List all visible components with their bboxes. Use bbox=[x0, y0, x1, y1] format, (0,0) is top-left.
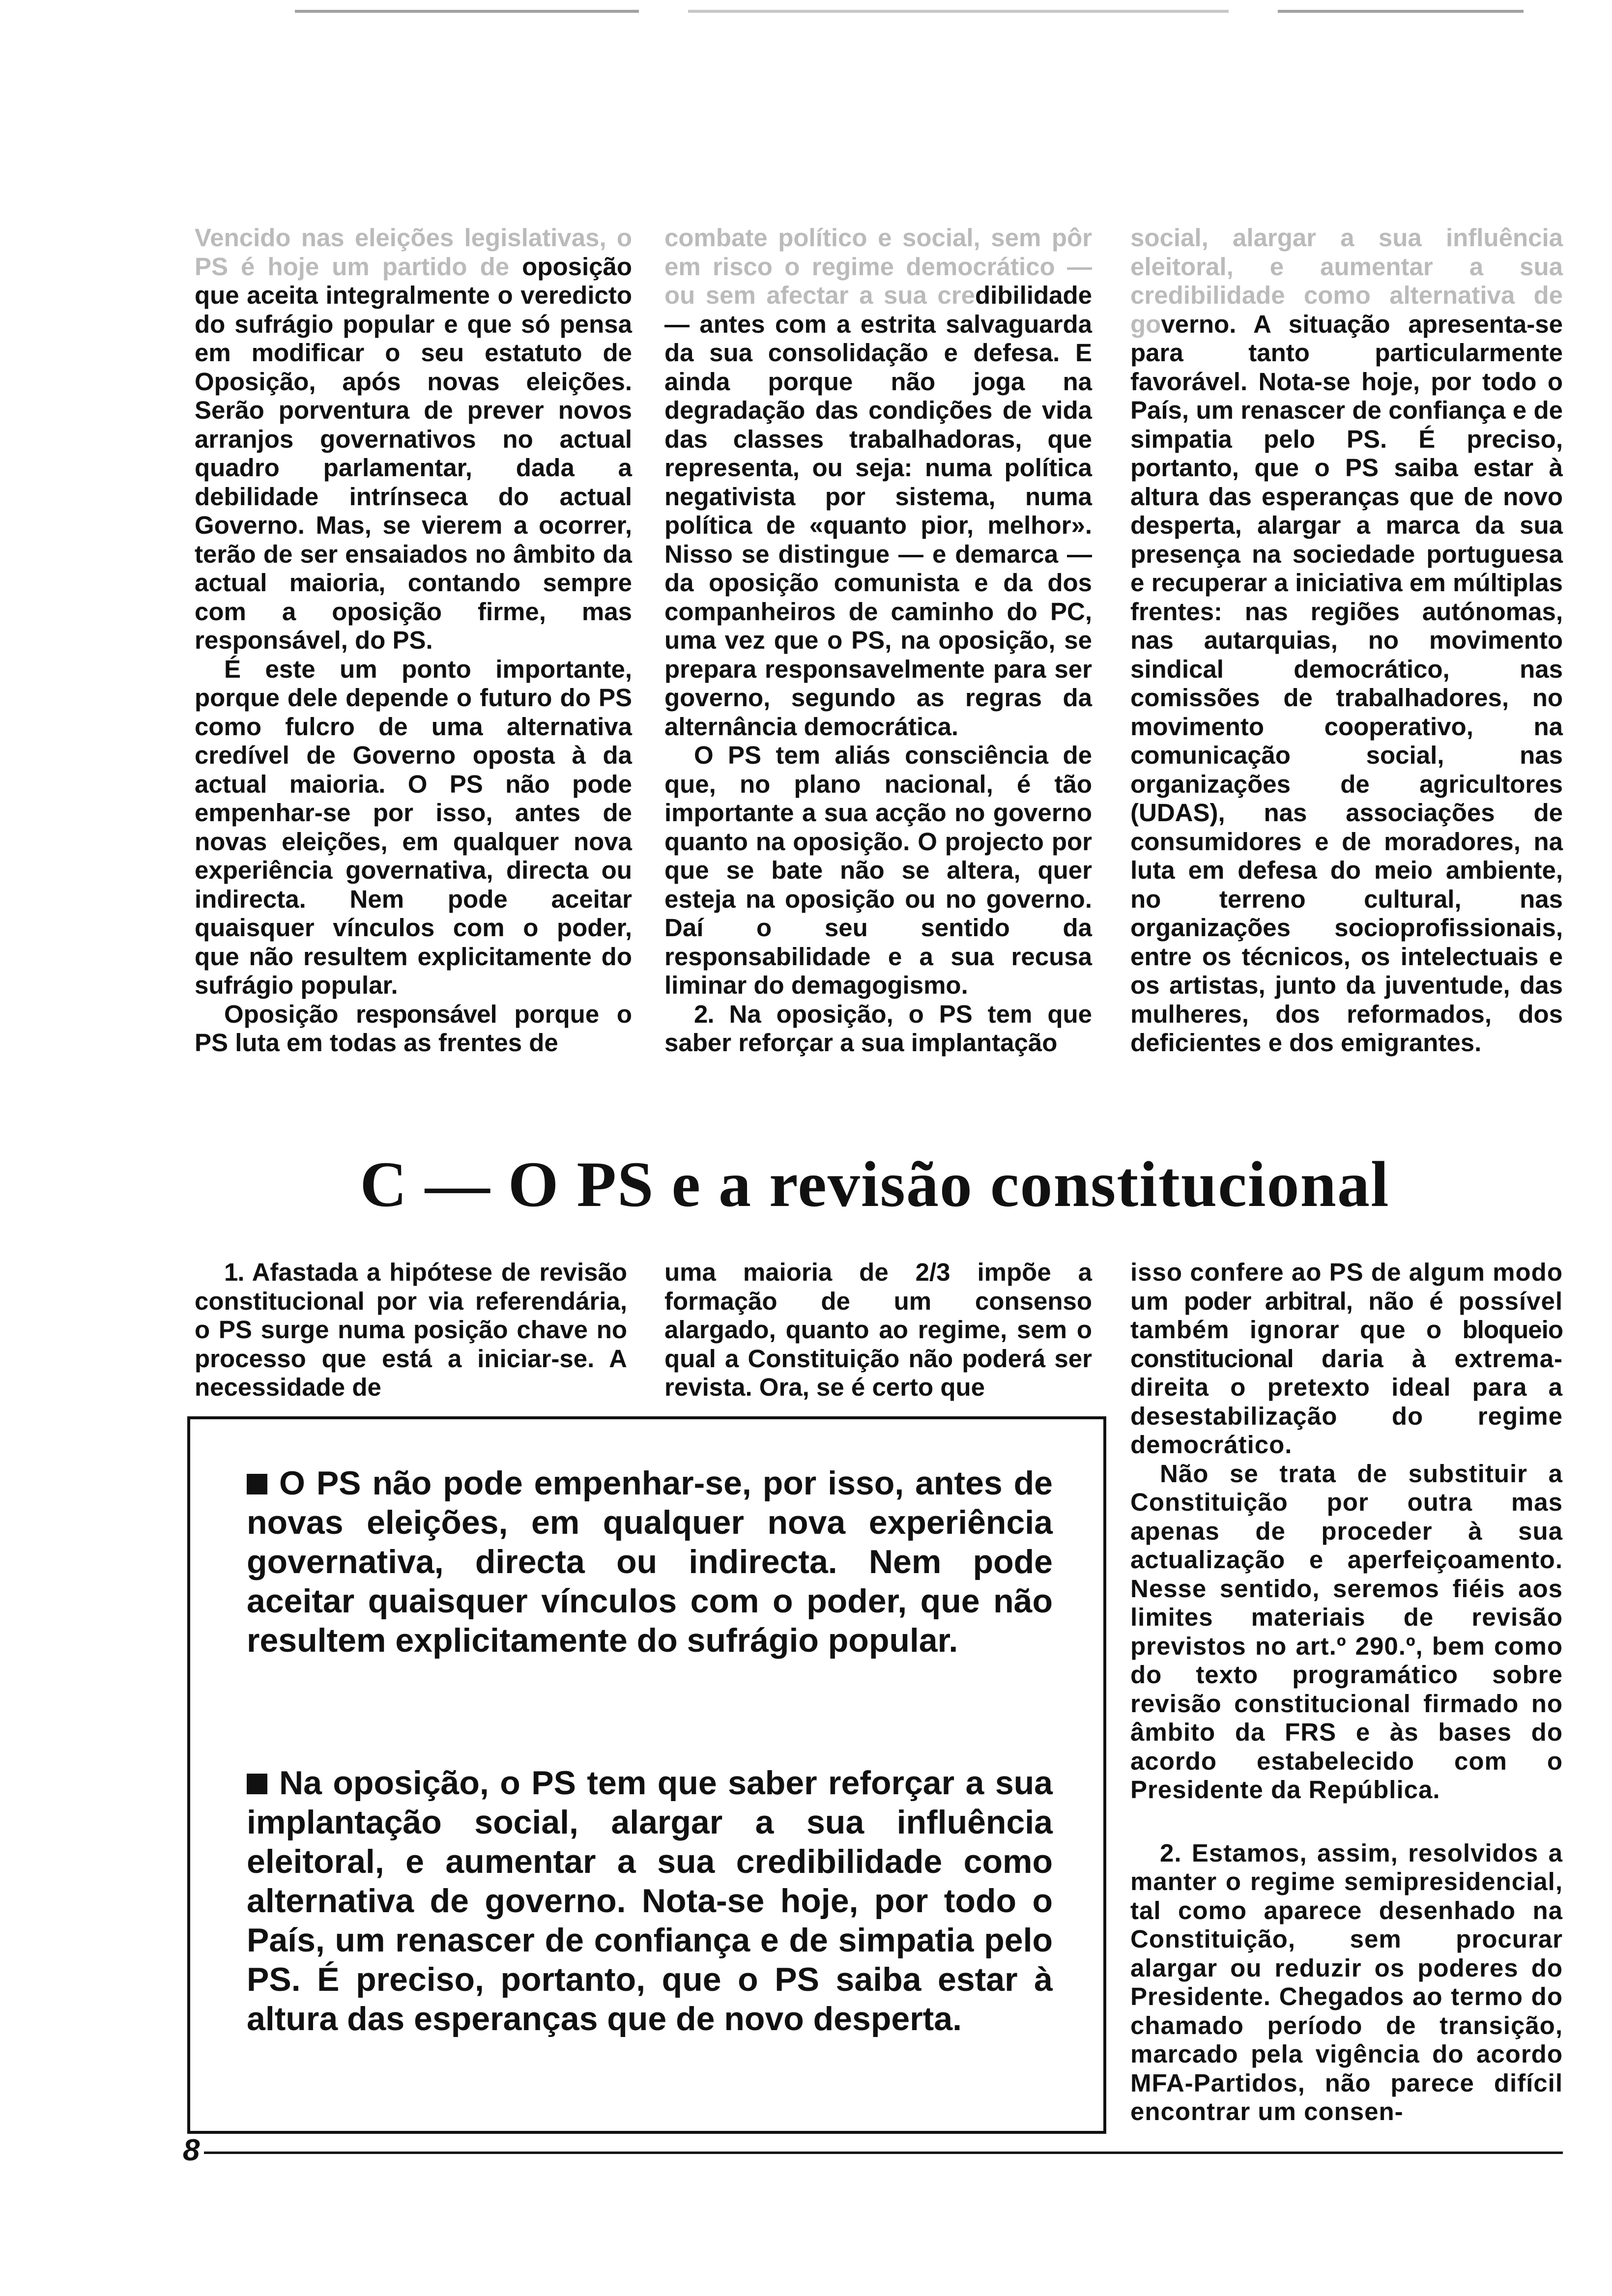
page-number: 8 bbox=[183, 2133, 200, 2167]
section-number: 1. bbox=[224, 1258, 244, 1286]
emphasis-text: bloqueio constitucional bbox=[1130, 1316, 1563, 1373]
top-column-3 bbox=[1130, 224, 1563, 1058]
faded-text: combate político e social, sem pôr em risco o regime democrático — ou sem afectar a sua cre bbox=[664, 224, 1092, 309]
highlight-text: O PS não pode empenhar-se, por isso, antes de novas eleições, em qualquer nova experiência governativa, directa ou indirecta. Nem pode aceitar quaisquer vínculos com o poder, que não resultem explicitamente do sufrágio popular. bbox=[247, 1464, 1053, 1659]
bottom-column-1 bbox=[195, 1258, 627, 1402]
emphasis-text: poder arbitral bbox=[1183, 1287, 1346, 1315]
highlight-box bbox=[187, 1416, 1106, 2134]
paragraph-text: Afastada a hipótese de revisão constitucional por via referendária, o PS surge numa posição chave no processo que está a iniciar-se. A necessidade de bbox=[195, 1258, 627, 1401]
paragraph-text: Na oposição, o PS tem que saber reforçar a sua implantação bbox=[664, 1000, 1092, 1057]
paragraph: 2. Estamos, assim, resolvidos a manter o regime semipresidencial, tal como aparece desenhado na Constituição, sem procurar alargar ou reduzir os poderes do Presidente. Chegados ao termo do chamado período de transição, marcado pela vigência do acordo MFA-Partidos, não parece difícil encontrar um consen- bbox=[1130, 1838, 1563, 2125]
paragraph: Não se trata de substituir a Constituição por outra mas apenas de proceder à sua actualização e aperfeiçoamento. Nesse sentido, seremos fiéis aos limites materiais de revisão previstos no art.º 290.º, bem como do texto programático sobre revisão constitucional firmado no âmbito da FRS e às bases do acordo estabelecido com o Presidente da República. bbox=[1130, 1459, 1563, 1804]
scan-artifact bbox=[1278, 10, 1524, 13]
paragraph: uma maioria de 2/3 impõe a formação de um consenso alargado, quanto ao regime, sem o qual a Constituição não poderá ser revista. Ora, se é certo que bbox=[664, 1258, 1092, 1401]
scan-artifact bbox=[295, 10, 639, 13]
scan-artifact bbox=[688, 10, 1229, 13]
top-column-1 bbox=[195, 224, 632, 1058]
paragraph-text: isso confere ao PS de algum modo um bbox=[1130, 1258, 1563, 1315]
square-bullet-icon bbox=[247, 1774, 267, 1794]
bottom-column-2 bbox=[664, 1258, 1092, 1402]
paragraph-text: porque o PS luta em todas as frentes de bbox=[195, 1000, 632, 1057]
paragraph-lead: Oposição bbox=[224, 1000, 356, 1028]
highlight-item bbox=[247, 1763, 1053, 2038]
faded-text: Vencido nas eleições legislativas, o PS é hoje um partido de bbox=[195, 224, 632, 281]
top-column-2 bbox=[664, 224, 1092, 1058]
highlight-text: Na oposição, o PS tem que saber reforçar a sua implantação social, alargar a sua influência eleitoral, e aumentar a sua credibilidade como alternativa de governo. Nota-se hoje, por todo o País, um renascer de confiança e de simpatia pelo PS. É preciso, portanto, que o PS saiba estar à altura das esperanças que de novo desperta. bbox=[247, 1764, 1053, 2038]
section-heading: C — O PS e a revisão constitucional bbox=[360, 1148, 1390, 1220]
paragraph-text: daria à extrema-direita o pretexto ideal para a desestabilização do regime democrático. bbox=[1130, 1344, 1563, 1459]
section-number: 2. bbox=[694, 1000, 714, 1028]
footer-rule bbox=[204, 2152, 1563, 2154]
bottom-column-3 bbox=[1130, 1258, 1563, 2126]
paragraph: É este um ponto importante, porque dele depende o futuro do PS como fulcro de uma alternativa credível de Governo oposta à da actual maioria. O PS não pode empenhar-se por isso, antes de novas eleições, em qualquer nova experiência governativa, directa ou indirecta. Nem pode aceitar quaisquer vínculos com o poder, que não resultem explicitamente do sufrágio popular. bbox=[195, 655, 632, 999]
paragraph-text: , não é possível também ignorar que o bbox=[1130, 1287, 1563, 1344]
paragraph-text: dibilidade — antes com a estrita salvaguarda da sua consolidação e defesa. E ainda porque não joga na degradação das condições de vida das classes trabalhadoras, que representa, ou seja: numa política negativista por sistema, numa política de «quanto pior, melhor». Nisso se distingue — e demarca — da oposição comunista e da dos companheiros de caminho do PC, uma vez que o PS, na oposição, se prepara responsavelmente para ser governo, segundo as regras da alternância democrática. bbox=[664, 281, 1092, 741]
paragraph-text: verno. A situação apresenta-se para tanto particularmente favorável. Nota-se hoje, por todo o País, um renascer de confiança e de simpatia pelo PS. É preciso, portanto, que o PS saiba estar à altura das esperanças que de novo desperta, alargar a marca da sua presença na sociedade portuguesa e recuperar a iniciativa em múltiplas frentes: nas regiões autónomas, nas autarquias, no movimento sindical democrático, nas comissões de trabalhadores, no movimento cooperativo, na comunicação social, nas organizações de agricultores (UDAS), nas associações de consumidores e de moradores, na luta em defesa do meio ambiente, no terreno cultural, nas organizações socioprofissionais, entre os técnicos, os intelectuais e os artistas, junto da juventude, das mulheres, dos reformados, dos deficientes e dos emigrantes. bbox=[1130, 310, 1563, 1057]
paragraph: O PS tem aliás consciência de que, no plano nacional, é tão importante a sua acção no governo quanto na oposição. O projecto por que se bate não se altera, quer esteja na oposição ou no governo. Daí o seu sentido da responsabilidade e a sua recusa liminar do demagogismo. bbox=[664, 741, 1092, 999]
emphasis-text: responsável bbox=[356, 1000, 497, 1028]
faded-text: social, alargar a sua influência eleitoral, e aumentar a sua credibilidade como alternativa de go bbox=[1130, 224, 1563, 338]
paragraph-text: oposição que aceita integralmente o veredicto do sufrágio popular e que só pensa em modificar o seu estatuto de Oposição, após novas eleições. Serão porventura de prever novos arranjos governativos no actual quadro parlamentar, dada a debilidade intrínseca do actual Governo. Mas, se vierem a ocorrer, terão de ser ensaiados no âmbito da actual maioria, contando sempre com a oposição firme, mas responsável, do PS. bbox=[195, 252, 633, 654]
square-bullet-icon bbox=[247, 1474, 267, 1494]
highlight-item bbox=[247, 1464, 1053, 1660]
